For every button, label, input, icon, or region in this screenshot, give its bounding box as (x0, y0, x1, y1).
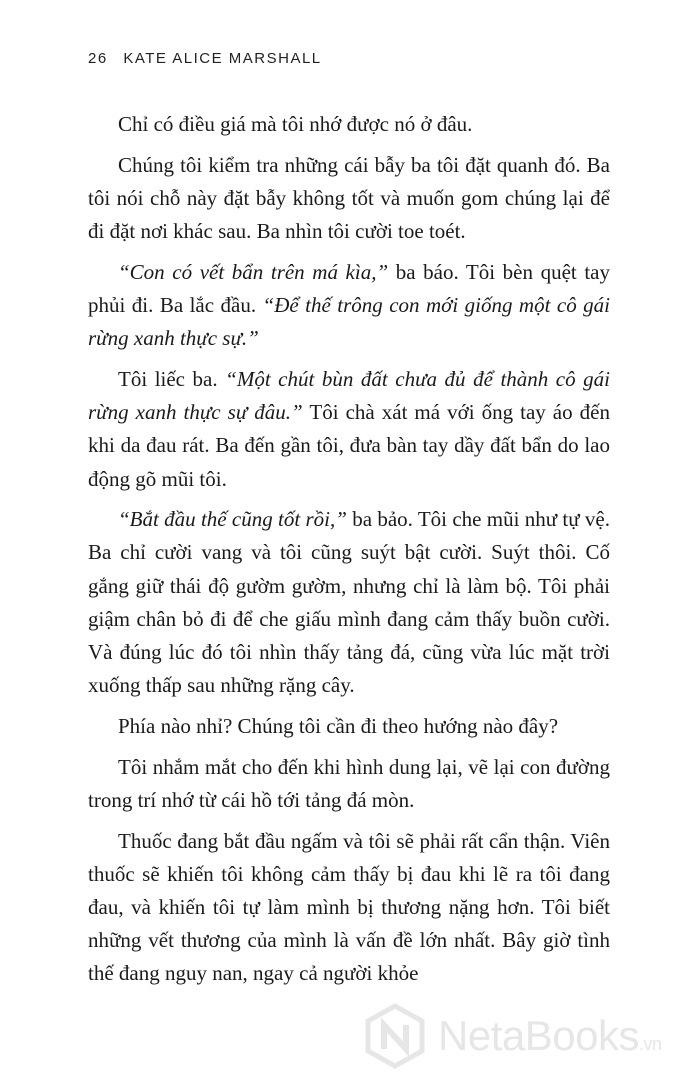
watermark-text (438, 1012, 661, 1060)
italic-text: “Một chút bùn đất chưa đủ để thành cô gái rừng xanh thực sự đâu.” (88, 366, 616, 425)
italic-text: “Bắt đầu thế cũng tốt rồi,” (118, 507, 347, 532)
paragraph (88, 503, 616, 702)
paragraph (88, 256, 616, 356)
paragraph (88, 751, 616, 817)
page-number: 26 (88, 50, 108, 67)
text-run: ba bảo. Tôi che mũi như tự vệ. Ba chỉ cười vang và tôi cũng suýt bật cười. Suýt thôi. Cố gắng giữ thái độ gườm gườm, nhưng chỉ là làm bộ. Tôi phải giậm chân bỏ đi để che giấu mình đang cảm thấy buồn cười. Và đúng lúc đó tôi nhìn thấy tảng đá, cũng vừa lúc mặt trời xuống thấp sau những rặng cây. (88, 507, 616, 698)
paragraph (88, 363, 616, 496)
paragraph (88, 825, 616, 991)
text-run: ba báo. Tôi bèn quệt tay phủi đi. Ba lắc đầu. (88, 259, 616, 318)
text-run: Phía nào nhỉ? Chúng tôi cần đi theo hướng nào đây? (118, 713, 559, 738)
paragraph (88, 710, 610, 743)
netabooks-logo-icon (362, 1003, 428, 1069)
text-run: Thuốc đang bắt đầu ngấm và tôi sẽ phải rất cẩn thận. Viên thuốc sẽ khiến tôi không cảm thấy bị đau khi lẽ ra tôi đang đau, và khiến tôi tự làm mình bị thương nặng hơn. Tôi biết những vết thương của mình là vấn đề lớn nhất. Bây giờ tình thế đang nguy nan, ngay cả người khỏe (88, 828, 616, 986)
body-text (88, 108, 616, 998)
watermark-suffix: .vn (638, 1034, 662, 1054)
paragraph (88, 108, 610, 141)
running-header-author: KATE ALICE MARSHALL (123, 50, 322, 67)
watermark (362, 1002, 692, 1070)
watermark-brand: NetaBooks (438, 1012, 639, 1059)
paragraph (88, 149, 616, 249)
text-run: Tôi chà xát má với ống tay áo đến khi da đau rát. Ba đến gần tôi, đưa bàn tay dầy đất bẩn do lao động gõ mũi tôi. (88, 400, 616, 491)
running-header (88, 50, 322, 67)
italic-text: “Để thế trông con mới giống một cô gái rừng xanh thực sự.” (88, 293, 616, 351)
text-run: Chỉ có điều giá mà tôi nhớ được nó ở đâu. (118, 112, 473, 136)
text-run: Chúng tôi kiểm tra những cái bẫy ba tôi đặt quanh đó. Ba tôi nói chỗ này đặt bẫy không tốt và muốn gom chúng lại để đi đặt nơi khác sau. Ba nhìn tôi cười toe toét. (88, 152, 616, 244)
text-run: Tôi liếc ba. (118, 366, 226, 391)
italic-text: “Con có vết bẩn trên má kìa,” (118, 259, 389, 284)
text-run: Tôi nhắm mắt cho đến khi hình dung lại, vẽ lại con đường trong trí nhớ từ cái hồ tới tảng đá mòn. (88, 754, 616, 812)
